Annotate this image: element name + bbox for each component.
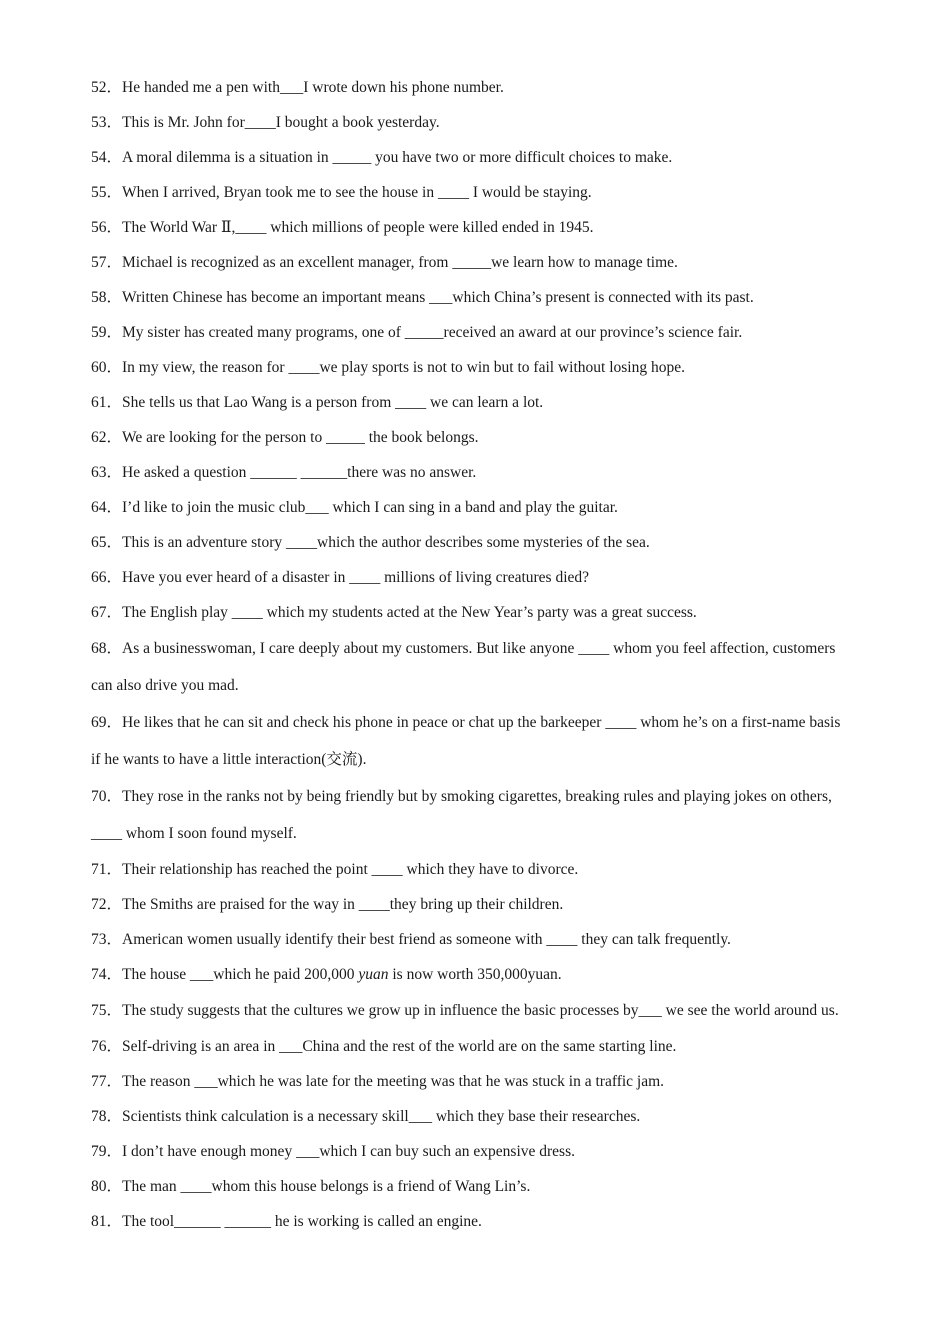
question-item <box>91 280 851 315</box>
question-number: 53． <box>91 114 123 131</box>
question-item <box>91 1169 851 1204</box>
question-number: 55． <box>91 184 123 201</box>
question-item <box>91 560 851 595</box>
question-number: 57． <box>91 254 123 271</box>
question-item <box>91 210 851 245</box>
question-item <box>91 175 851 210</box>
question-text: The house ___which he paid 200,000 <box>122 966 359 983</box>
question-item <box>91 420 851 455</box>
question-text: Have you ever heard of a disaster in ____ millions of living creatures died? <box>122 569 590 586</box>
question-number: 56． <box>91 219 123 236</box>
question-text: As a businesswoman, I care deeply about my customers. But like anyone ____ whom you feel affection, customers can also drive you mad. <box>91 640 836 694</box>
question-number: 69． <box>91 714 123 731</box>
question-number: 77． <box>91 1073 123 1090</box>
question-number: 74． <box>91 966 123 983</box>
question-text: The man ____whom this house belongs is a friend of Wang Lin’s. <box>122 1178 531 1195</box>
question-list <box>91 70 851 1239</box>
question-text: The tool______ ______ he is working is called an engine. <box>122 1213 482 1230</box>
question-number: 71． <box>91 861 123 878</box>
question-number: 63． <box>91 464 123 481</box>
question-text: Written Chinese has become an important means ___which China’s present is connected with its past. <box>122 289 754 306</box>
question-text: I’d like to join the music club___ which I can sing in a band and play the guitar. <box>122 499 618 516</box>
question-number: 58． <box>91 289 123 306</box>
question-item <box>91 992 851 1029</box>
question-text: Scientists think calculation is a necessary skill___ which they base their researches. <box>122 1108 641 1125</box>
question-item <box>91 595 851 630</box>
question-number: 60． <box>91 359 123 376</box>
question-text: My sister has created many programs, one of _____received an award at our province’s science fair. <box>122 324 743 341</box>
question-text: Michael is recognized as an excellent manager, from _____we learn how to manage time. <box>122 254 678 271</box>
question-number: 76． <box>91 1038 123 1055</box>
question-number: 81． <box>91 1213 123 1230</box>
question-item <box>91 1099 851 1134</box>
question-item <box>91 922 851 957</box>
question-number: 68． <box>91 640 123 657</box>
question-text: He handed me a pen with___I wrote down his phone number. <box>122 79 504 96</box>
question-text: A moral dilemma is a situation in _____ you have two or more difficult choices to make. <box>122 149 673 166</box>
question-number: 70． <box>91 788 123 805</box>
question-item <box>91 70 851 105</box>
question-text: The reason ___which he was late for the meeting was that he was stuck in a traffic jam. <box>122 1073 665 1090</box>
question-text: The study suggests that the cultures we grow up in influence the basic processes by___ we see the world around us. <box>122 1002 839 1019</box>
question-number: 72． <box>91 896 123 913</box>
question-text: We are looking for the person to _____ the book belongs. <box>122 429 479 446</box>
question-text: She tells us that Lao Wang is a person from ____ we can learn a lot. <box>122 394 544 411</box>
question-item <box>91 1029 851 1064</box>
question-item <box>91 1204 851 1239</box>
question-number: 64． <box>91 499 123 516</box>
question-number: 73． <box>91 931 123 948</box>
question-item <box>91 704 851 778</box>
question-item <box>91 1064 851 1099</box>
question-item <box>91 1134 851 1169</box>
question-item <box>91 245 851 280</box>
question-number: 67． <box>91 604 123 621</box>
question-text: I don’t have enough money ___which I can buy such an expensive dress. <box>122 1143 575 1160</box>
question-text: Their relationship has reached the point ____ which they have to divorce. <box>122 861 579 878</box>
question-item <box>91 455 851 490</box>
question-text: yuan <box>358 966 389 983</box>
question-text: When I arrived, Bryan took me to see the house in ____ I would be staying. <box>122 184 592 201</box>
question-number: 66． <box>91 569 123 586</box>
question-text: He likes that he can sit and check his phone in peace or chat up the barkeeper ____ whom he’s on a first-name basis if he wants to have a little interaction(交流). <box>91 714 841 768</box>
question-item <box>91 350 851 385</box>
question-item <box>91 630 851 704</box>
question-item <box>91 957 851 992</box>
question-text: This is Mr. John for____I bought a book yesterday. <box>122 114 440 131</box>
question-item <box>91 525 851 560</box>
question-item <box>91 778 851 852</box>
question-number: 54． <box>91 149 123 166</box>
question-number: 61． <box>91 394 123 411</box>
question-number: 65． <box>91 534 123 551</box>
question-text: American women usually identify their best friend as someone with ____ they can talk frequently. <box>122 931 731 948</box>
question-item <box>91 887 851 922</box>
question-item <box>91 140 851 175</box>
question-number: 78． <box>91 1108 123 1125</box>
question-item <box>91 315 851 350</box>
question-item <box>91 852 851 887</box>
question-text: The World War Ⅱ,____ which millions of people were killed ended in 1945. <box>122 219 594 236</box>
question-number: 80． <box>91 1178 123 1195</box>
question-number: 79． <box>91 1143 123 1160</box>
question-number: 75． <box>91 1002 123 1019</box>
question-text: is now worth 350,000yuan. <box>388 966 562 983</box>
question-text: He asked a question ______ ______there was no answer. <box>122 464 477 481</box>
question-text: The English play ____ which my students acted at the New Year’s party was a great success. <box>122 604 697 621</box>
question-number: 52． <box>91 79 123 96</box>
question-number: 62． <box>91 429 123 446</box>
question-text: The Smiths are praised for the way in ____they bring up their children. <box>122 896 564 913</box>
question-text: Self-driving is an area in ___China and the rest of the world are on the same starting line. <box>122 1038 677 1055</box>
question-number: 59． <box>91 324 123 341</box>
question-text: In my view, the reason for ____we play sports is not to win but to fail without losing hope. <box>122 359 685 376</box>
question-item <box>91 105 851 140</box>
question-text: They rose in the ranks not by being friendly but by smoking cigarettes, breaking rules and playing jokes on others, ____ whom I soon found myself. <box>91 788 832 842</box>
question-text: This is an adventure story ____which the author describes some mysteries of the sea. <box>122 534 650 551</box>
question-item <box>91 490 851 525</box>
question-item <box>91 385 851 420</box>
